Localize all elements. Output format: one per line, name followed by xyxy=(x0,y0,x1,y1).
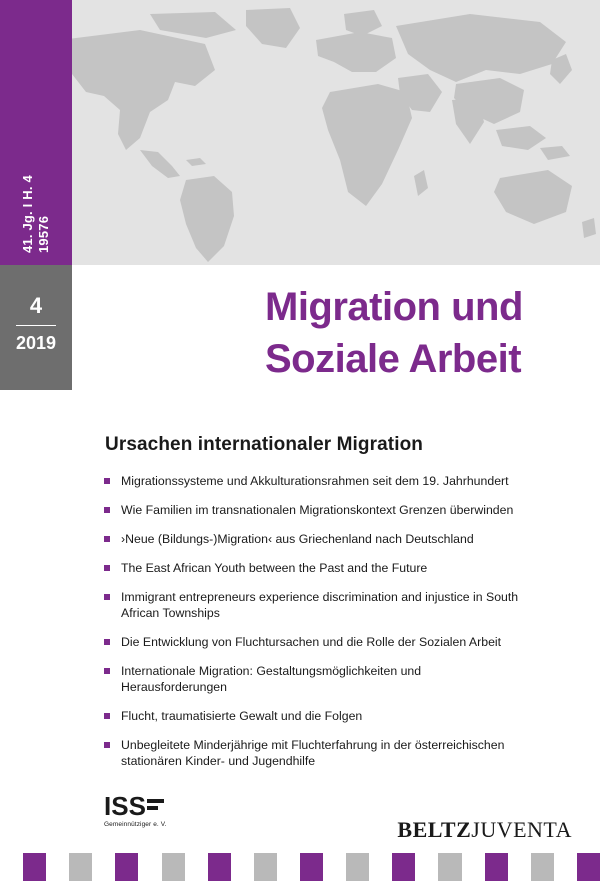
iss-logo xyxy=(104,793,199,828)
bottom-bar-segment xyxy=(69,853,92,881)
publisher-name-juventa: JUVENTA xyxy=(471,817,572,842)
issue-year: 2019 xyxy=(15,333,57,353)
list-item: The East African Youth between the Past and the Future xyxy=(104,560,524,576)
bottom-bar-segment xyxy=(23,853,46,881)
issue-number: 4 xyxy=(29,293,43,318)
journal-title-line-2: Soziale Arbeit xyxy=(265,337,522,381)
spine-volume: 41. Jg. I H. 4 xyxy=(20,175,35,253)
bottom-bar-segment xyxy=(138,853,161,881)
bottom-bar-segment xyxy=(577,853,600,881)
iss-logo-wordmark xyxy=(104,793,199,819)
iss-logo-bars-icon xyxy=(147,799,164,813)
bottom-bar-segment xyxy=(162,853,185,881)
list-item: Immigrant entrepreneurs experience discrimination and injustice in South African Townships xyxy=(104,589,524,621)
bottom-bar-segment xyxy=(323,853,346,881)
bottom-bar-segment xyxy=(508,853,531,881)
bottom-bar-segment xyxy=(277,853,300,881)
list-item: Die Entwicklung von Fluchtursachen und die Rolle der Sozialen Arbeit xyxy=(104,634,524,650)
bottom-bar-segment xyxy=(208,853,231,881)
spine-band xyxy=(0,0,72,265)
bottom-bar-segment xyxy=(462,853,485,881)
bottom-bar-segment xyxy=(185,853,208,881)
list-item: Migrationssysteme und Akkulturationsrahmen seit dem 19. Jahrhundert xyxy=(104,473,524,489)
bottom-bar-segment xyxy=(92,853,115,881)
bottom-bar-segment xyxy=(369,853,392,881)
bottom-bar-segment xyxy=(115,853,138,881)
publisher-logo xyxy=(397,817,572,843)
iss-logo-text: ISS xyxy=(104,791,146,821)
list-item: Internationale Migration: Gestaltungsmöglichkeiten und Herausforderungen xyxy=(104,663,524,695)
issue-box xyxy=(0,265,72,390)
list-item: ›Neue (Bildungs-)Migration‹ aus Griechenland nach Deutschland xyxy=(104,531,524,547)
bottom-bar-segment xyxy=(485,853,508,881)
publisher-name-beltz: BELTZ xyxy=(397,817,472,842)
bottom-bar-segment xyxy=(346,853,369,881)
list-item: Wie Familien im transnationalen Migrationskontext Grenzen überwinden xyxy=(104,502,524,518)
bottom-bar-segment xyxy=(0,853,23,881)
bottom-bar-segment xyxy=(231,853,254,881)
bottom-bar-segment xyxy=(300,853,323,881)
issue-divider xyxy=(16,325,56,326)
journal-title xyxy=(265,281,585,385)
spine-issn-code: 19576 xyxy=(36,215,51,253)
world-map-icon xyxy=(0,0,600,265)
bottom-bar-segment xyxy=(392,853,415,881)
bottom-bar-segment xyxy=(438,853,461,881)
iss-logo-subtitle: Gemeinnütziger e. V. xyxy=(104,821,167,828)
bottom-bar-segment xyxy=(415,853,438,881)
issue-topic-heading: Ursachen internationaler Migration xyxy=(105,434,424,455)
bottom-bar-segment xyxy=(254,853,277,881)
bottom-bar-segment xyxy=(46,853,69,881)
bottom-bar-segment xyxy=(531,853,554,881)
bottom-color-bar xyxy=(0,853,600,881)
list-item: Unbegleitete Minderjährige mit Fluchterfahrung in der österreichischen stationären Kinder- und Jugendhilfe xyxy=(104,737,524,769)
world-map-banner xyxy=(0,0,600,265)
contents-list xyxy=(104,473,524,782)
journal-title-line-1: Migration und xyxy=(265,285,523,329)
spine-text xyxy=(0,0,72,265)
bottom-bar-segment xyxy=(554,853,577,881)
list-item: Flucht, traumatisierte Gewalt und die Folgen xyxy=(104,708,524,724)
